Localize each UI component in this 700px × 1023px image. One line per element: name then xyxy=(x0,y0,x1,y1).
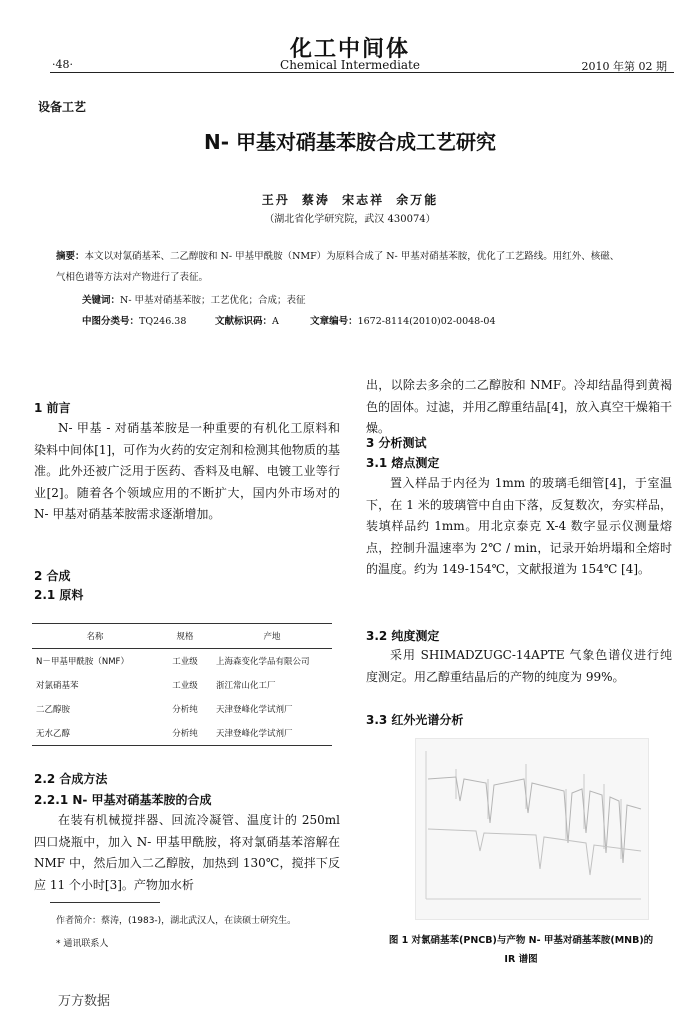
classification-row xyxy=(82,315,496,329)
table-row xyxy=(32,649,332,674)
cell-origin: 浙江常山化工厂 xyxy=(216,681,276,691)
abstract-label: 摘要： xyxy=(56,251,85,262)
col-header-origin: 产地 xyxy=(263,632,281,642)
heading-introduction: 1 前言 xyxy=(34,401,71,415)
synthesis-continued-text: 出，以除去多余的二乙醇胺和 NMF。冷却结晶得到黄褐色的固体。过滤，并用乙醇重结晶[4]，放入真空干燥箱干燥。 xyxy=(366,378,672,435)
paper-title: N- 甲基对硝基苯胺合成工艺研究 xyxy=(203,130,496,154)
cell-grade: 工业级 xyxy=(172,681,198,691)
journal-title-en: Chemical Intermediate xyxy=(280,58,420,72)
clc-label: 中图分类号： xyxy=(82,316,140,327)
cell-origin: 天津登峰化学试剂厂 xyxy=(216,729,293,739)
issue-label: 2010 年第 02 期 xyxy=(581,60,667,73)
journal-title-cn: 化工中间体 xyxy=(289,36,410,62)
heading-synthesis: 2 合成 xyxy=(34,569,71,583)
ir-spectrum-image xyxy=(416,739,648,919)
cell-origin: 天津登峰化学试剂厂 xyxy=(216,705,293,715)
synthesis-method-text: 在装有机械搅拌器、回流冷凝管、温度计的 250ml 四口烧瓶中，加入 N- 甲基甲酰胺，将对氯硝基苯溶解在 NMF 中，然后加入二乙醇胺，加热到 130℃，搅拌下反应 11 个小时[3]。产物加水析 xyxy=(34,813,340,892)
cell-grade: 分析纯 xyxy=(172,705,198,715)
affiliation: （湖北省化学研究院，武汉 430074） xyxy=(264,214,436,225)
introduction-text: N- 甲基 - 对硝基苯胺是一种重要的有机化工原料和染料中间体[1]，可作为火药的安定剂和检测其他物质的基准。此外还被广泛用于医药、香料及电解、电镀工业等行业[2]。随着各个领域应用的不断扩大，国内外市场对的 N- 甲基对硝基苯胺需求逐渐增加。 xyxy=(34,421,340,521)
cell-grade: 工业级 xyxy=(172,657,198,667)
heading-purity: 3.2 纯度测定 xyxy=(366,629,440,643)
cell-name: 二乙醇胺 xyxy=(36,705,71,715)
figure-caption-line1: 图 1 对氯硝基苯(PNCB)与产物 N- 甲基对硝基苯胺(MNB)的 xyxy=(388,935,654,946)
abstract-line2: 气相色谱等方法对产物进行了表征。 xyxy=(56,272,209,283)
page-number: ·48· xyxy=(52,58,73,71)
cell-name: N－甲基甲酰胺（NMF） xyxy=(36,657,129,667)
heading-melting-point: 3.1 熔点测定 xyxy=(366,456,440,470)
doc-code-label: 文献标识码： xyxy=(215,316,273,327)
table-row xyxy=(32,673,332,697)
ir-spectrum-figure xyxy=(415,738,649,920)
keywords-label: 关键词： xyxy=(82,295,121,306)
heading-analysis: 3 分析测试 xyxy=(366,436,427,450)
heading-synthesis-method: 2.2 合成方法 xyxy=(34,772,108,786)
cell-origin: 上海森变化学品有限公司 xyxy=(216,657,310,667)
watermark: 万方数据 xyxy=(58,994,111,1009)
article-number-label: 文章编号： xyxy=(310,316,358,327)
melting-point-text: 置入样品于内径为 1mm 的玻璃毛细管[4]，于室温下，在 1 米的玻璃管中自由下落，反复数次，夯实样品，装填样品约 1mm。用北京泰克 X-4 数字显示仪测量熔点，控制升温速率为 2℃ / min，记录开始坍塌和全熔时的温度。约为 149-154℃，文献报道为 154℃ [4]。 xyxy=(366,476,672,576)
table-row xyxy=(32,697,332,721)
section-tag: 设备工艺 xyxy=(38,100,87,114)
authors: 王丹 蔡涛 宋志祥 余万能 xyxy=(261,193,439,207)
header-rule xyxy=(50,72,674,73)
col-header-name: 名称 xyxy=(86,632,104,642)
cell-name: 对氯硝基苯 xyxy=(36,681,79,691)
footnote-corresponding: * 通讯联系人 xyxy=(56,939,109,949)
cell-grade: 分析纯 xyxy=(172,729,198,739)
abstract xyxy=(56,250,656,264)
table-header-row xyxy=(32,624,332,649)
figure-caption-line2: IR 谱图 xyxy=(504,954,538,965)
purity-text: 采用 SHIMADZUGC-14APTE 气象色谱仪进行纯度测定。用乙醇重结晶后的产物的纯度为 99%。 xyxy=(366,648,672,684)
materials-table xyxy=(32,623,332,746)
figure-caption xyxy=(370,931,672,969)
doc-code-value: A xyxy=(272,316,279,327)
clc-value: TQ246.38 xyxy=(139,316,187,327)
cell-name: 无水乙醇 xyxy=(36,729,71,739)
col-header-grade: 规格 xyxy=(176,632,194,642)
heading-ir-analysis: 3.3 红外光谱分析 xyxy=(366,713,464,727)
table-row xyxy=(32,721,332,746)
abstract-line1: 本文以对氯硝基苯、二乙醇胺和 N- 甲基甲酰胺（NMF）为原料合成了 N- 甲基对硝基苯胺，优化了工艺路线。用红外、核磁、 xyxy=(84,251,620,262)
footnote-author-bio: 作者简介：蔡涛，(1983-)，湖北武汉人，在读硕士研究生。 xyxy=(56,916,297,926)
article-number-value: 1672-8114(2010)02-0048-04 xyxy=(357,316,496,327)
footnote-rule xyxy=(50,902,160,903)
keywords xyxy=(82,294,306,308)
heading-synthesis-subsection: 2.2.1 N- 甲基对硝基苯胺的合成 xyxy=(34,793,212,807)
keywords-text: N- 甲基对硝基苯胺；工艺优化；合成；表征 xyxy=(120,295,306,306)
heading-materials: 2.1 原料 xyxy=(34,588,84,602)
